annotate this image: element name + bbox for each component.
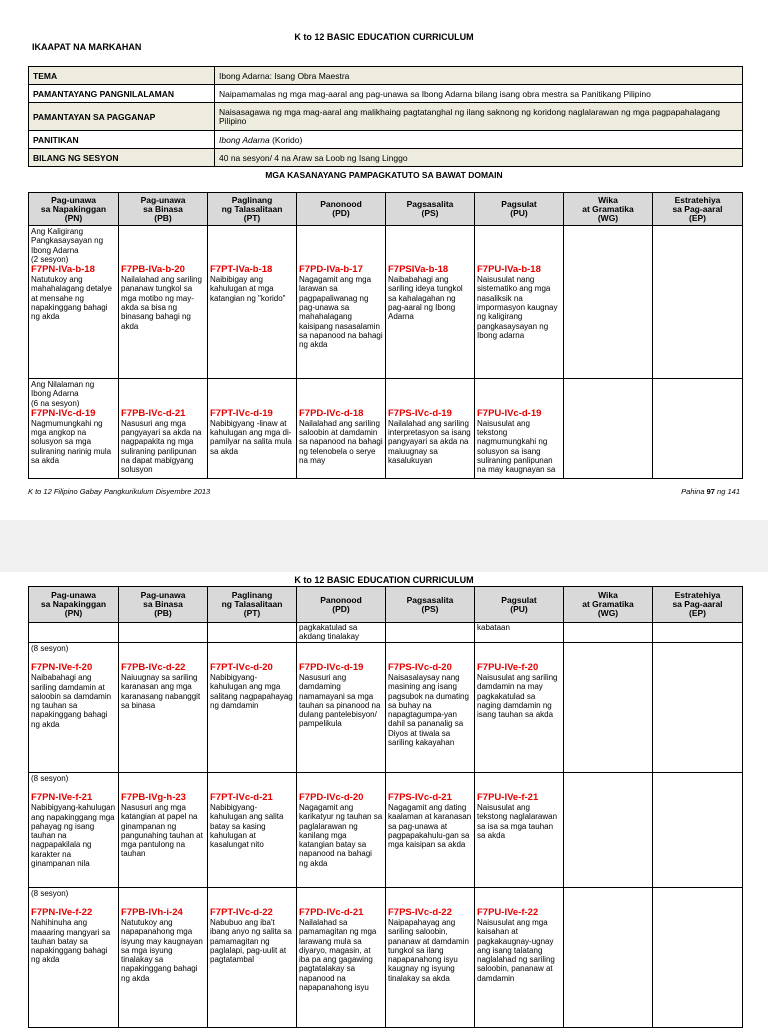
continuation-cell	[119, 623, 208, 643]
competency-table-page-98	[28, 586, 743, 1028]
competency-code: F7PU-IVe-f-22	[477, 907, 539, 918]
domain-header: Wika at Gramatika (WG)	[564, 587, 653, 623]
competency-text: Nailalahad ang sariling saloobin at damdamin sa napanood na bahagi ng telenobela o serye na may	[299, 418, 383, 466]
competency-cell	[475, 226, 564, 379]
domain-header: Pag-unawa sa Binasa (PB)	[119, 587, 208, 623]
competency-code: F7PB-IVa-b-20	[121, 264, 185, 276]
domain-header: Estratehiya sa Pag-aaral (EP)	[653, 587, 743, 623]
competency-cell	[653, 379, 743, 479]
competency-cell	[29, 643, 119, 773]
competency-cell	[119, 773, 208, 888]
competency-cell	[475, 773, 564, 888]
lesson-topic: (8 sesyon)	[31, 774, 69, 783]
competency-cell	[208, 643, 297, 773]
competency-cell	[208, 379, 297, 479]
lesson-topic: (8 sesyon)	[31, 644, 69, 653]
competency-cell	[386, 379, 475, 479]
competency-text: Naibabahagi ang sariling damdamin at saloobin sa damdamin ng tauhan sa napakinggang bahagi ng akda	[31, 673, 112, 729]
competency-text: Nabubuo ang iba't ibang anyo ng salita sa pamamagitan ng paglalapi, pag-uulit at pagtatambal	[210, 918, 292, 965]
standards-row	[29, 85, 743, 103]
standards-row	[29, 131, 743, 149]
competency-row	[29, 888, 743, 1028]
competency-text: Naisusulat ang tekstong nagmumungkahi ng solusyon sa isang suliraning panlipunan na may kaugnayan sa	[477, 418, 556, 475]
competency-code: F7PB-IVc-d-22	[121, 662, 186, 673]
competency-cell	[653, 773, 743, 888]
competency-cell	[564, 773, 653, 888]
competency-cell	[297, 773, 386, 888]
lesson-topic: Ang Nilalaman ng Ibong Adarna (6 na sesyon)	[31, 380, 95, 408]
competency-text: Naisusulat nang sistematiko ang mga nasaliksik na impormasyon kaugnay ng kaligirang pangkasaysayan ng Ibong adarna	[477, 275, 558, 340]
domain-header: Estratehiya sa Pag-aaral (EP)	[653, 193, 743, 226]
competency-text: Nasusuri ang damdaming namamayani sa mga tauhan sa pinanood na dulang pantelebisyon/ pampelikula	[299, 673, 381, 729]
competency-text: Natutukoy ang napapanahong mga isyung may kaugnayan sa mga isyung tinalakay sa napakinggang bahagi ng akda	[121, 918, 203, 983]
competency-code: F7PSIVa-b-18	[388, 264, 449, 276]
competency-text: Nagagamit ang dating kaalaman at karanasan sa pag-unawa at pagpapakahulu-gan sa mga kaisipan sa akda	[388, 803, 472, 850]
domain-header: Wika at Gramatika (WG)	[564, 193, 653, 226]
footer-page-of: ng 141	[717, 487, 740, 496]
quarter-label: IKAAPAT NA MARKAHAN	[32, 42, 142, 52]
competency-cell	[653, 643, 743, 773]
footer-page-num: 97	[706, 487, 715, 496]
competency-code: F7PS-IVc-d-21	[388, 792, 452, 803]
competency-code: F7PS-IVc-d-20	[388, 662, 452, 673]
competency-cell	[119, 379, 208, 479]
competency-cell	[29, 773, 119, 888]
competency-cell	[653, 888, 743, 1028]
domain-header: Pagsulat (PU)	[475, 193, 564, 226]
competency-code: F7PD-IVc-d-20	[299, 792, 364, 803]
competency-cell	[297, 888, 386, 1028]
continuation-cell: kabataan	[475, 623, 564, 643]
competency-text: Naisusulat ang tekstong naglalarawan sa isa sa mga tauhan sa akda	[477, 803, 558, 840]
standards-label: PAMANTAYAN SA PAGGANAP	[29, 103, 215, 131]
domain-header: Pagsasalita (PS)	[386, 587, 475, 623]
competency-cell	[653, 226, 743, 379]
competency-text: Nagagamit ang mga larawan sa pagpapaliwanag ng pag-unawa sa mahahalagang kaisipang nasasalamin sa napanood na bahagi ng akda	[299, 275, 383, 350]
competency-code: F7PU-IVe-f-21	[477, 792, 539, 803]
standards-value: Ibong Adarna (Korido)	[215, 131, 743, 149]
competency-code: F7PD-IVc-d-18	[299, 407, 364, 419]
competency-cell	[564, 226, 653, 379]
continuation-row	[29, 623, 743, 643]
competency-code: F7PD-IVc-d-21	[299, 907, 364, 918]
competency-code: F7PT-IVa-b-18	[210, 264, 273, 276]
competency-cell	[297, 226, 386, 379]
competency-row	[29, 773, 743, 888]
standards-value-italic: Ibong Adarna	[219, 134, 270, 145]
competency-cell	[386, 226, 475, 379]
competency-code: F7PU-IVe-f-20	[477, 662, 539, 673]
standards-label: PAMANTAYANG PANGNILALAMAN	[29, 85, 215, 103]
continuation-cell	[386, 623, 475, 643]
competency-text: Naisasalaysay nang masining ang isang pagsubok na dumating sa buhay na napagtagumpa-yan dahil sa pananalig sa Diyos at tiwala sa sariling kakayahan	[388, 673, 469, 748]
competency-code: F7PU-IVa-b-18	[477, 264, 541, 276]
domain-header: Pagsasalita (PS)	[386, 193, 475, 226]
competency-code: F7PS-IVc-d-19	[388, 407, 452, 419]
competency-text: Naiuugnay sa sariling karanasan ang mga karanasang nabanggit sa binasa	[121, 673, 201, 710]
competency-cell	[386, 888, 475, 1028]
competency-cell	[29, 888, 119, 1028]
curriculum-page-98	[0, 572, 768, 1024]
domain-header: Pagsulat (PU)	[475, 587, 564, 623]
competency-cell	[208, 888, 297, 1028]
competency-cell	[208, 773, 297, 888]
domain-header: Panonood (PD)	[297, 587, 386, 623]
competency-text: Nagmumungkahi ng mga angkop na solusyon sa mga suliraning narinig mula sa akda	[31, 418, 112, 466]
standards-table	[28, 66, 743, 167]
competency-cell	[297, 379, 386, 479]
standards-row	[29, 149, 743, 167]
footer-page-number	[600, 487, 740, 496]
competency-code: F7PS-IVc-d-22	[388, 907, 452, 918]
standards-value: 40 na sesyon/ 4 na Araw sa Loob ng Isang Linggo	[215, 149, 743, 167]
document-title: K to 12 BASIC EDUCATION CURRICULUM	[294, 575, 474, 585]
competency-code: F7PT-IVc-d-19	[210, 407, 273, 419]
lesson-topic: (8 sesyon)	[31, 889, 69, 898]
standards-value: Naipamamalas ng mga mag-aaral ang pag-unawa sa Ibong Adarna bilang isang obra mestra sa Panitikang Pilipino	[215, 85, 743, 103]
competency-text: Nailalahad sa pamamagitan ng mga larawang mula sa diyaryo, magasin, at iba pa ang gagawing pagtatalakay sa napanood na napapanahong isyu	[299, 918, 377, 993]
standards-label: PANITIKAN	[29, 131, 215, 149]
competency-text: Natutukoy ang mahahalagang detalye at mensahe ng napakinggang bahagi ng akda	[31, 275, 112, 322]
competency-text: Naipapahayag ang sariling saloobin, pananaw at damdamin tungkol sa ilang napapanahong isyu kaugnay ng isyung tinalakay sa akda	[388, 918, 469, 983]
competency-cell	[208, 226, 297, 379]
competency-code: F7PD-IVa-b-17	[299, 264, 363, 276]
competency-code: F7PT-IVc-d-21	[210, 792, 273, 803]
competency-code: F7PB-IVc-d-21	[121, 407, 186, 419]
footer-guide-title: K to 12 Filipino Gabay Pangkurikulum Disyembre 2013	[28, 487, 211, 496]
continuation-cell	[29, 623, 119, 643]
competency-code: F7PN-IVe-f-21	[31, 792, 93, 804]
competency-text: Nailalahad ang sariling pananaw tungkol sa mga motibo ng may-akda sa bisa ng binasang bahagi ng akda	[121, 275, 202, 331]
competency-text: Naisusulat ang mga kaisahan at pagkakaugnay-ugnay ang isang talatang naglalahad ng sariling saloobin, pananaw at damdamin	[477, 918, 555, 983]
competency-cell	[29, 379, 119, 479]
competency-text: Nabibigyang-kahulugan ang napakinggang mga pahayag ng isang tauhan na nagpapakilala ng karakter na ginampanan nila	[31, 803, 116, 869]
continuation-cell: pagkakatulad sa akdang tinalakay	[297, 623, 386, 643]
standards-value: Naisasagawa ng mga mag-aaral ang malikhaing pagtatanghal ng ilang saknong ng koridong naglalarawan ng mga pagpapahalagang Pilipino	[215, 103, 743, 131]
competency-cell	[564, 643, 653, 773]
competency-code: F7PU-IVc-d-19	[477, 407, 542, 419]
competency-cell	[119, 226, 208, 379]
competency-code: F7PN-IVe-f-20	[31, 662, 93, 674]
competency-code: F7PN-IVa-b-18	[31, 264, 95, 276]
competency-cell	[119, 888, 208, 1028]
page-gap	[0, 520, 768, 572]
competency-cell	[564, 379, 653, 479]
continuation-cell	[653, 623, 743, 643]
competency-table-page-97	[28, 192, 743, 479]
lesson-topic: Ang Kaligirang Pangkasaysayan ng Ibong Adarna (2 sesyon)	[31, 227, 104, 264]
competency-text: Nailalahad ang sariling interpretasyon sa isang pangyayari sa akda na maiuugnay sa kasalukuyan	[388, 418, 471, 466]
competency-text: Naibabahagi ang sariling ideya tungkol sa kahalagahan ng pag-aaral ng Ibong Adarna	[388, 275, 463, 322]
footer-page-word: Pahina	[681, 487, 705, 496]
competency-code: F7PN-IVc-d-19	[31, 407, 96, 419]
continuation-cell	[564, 623, 653, 643]
document-title: K to 12 BASIC EDUCATION CURRICULUM	[294, 32, 474, 42]
competency-text: Nasusuri ang mga pangyayari sa akda na nagpapakita ng mga suliraning panlipunan na dapat mabigyang solusyon	[121, 418, 202, 475]
standards-value: Ibong Adarna: Isang Obra Maestra	[215, 67, 743, 85]
competency-cell	[475, 379, 564, 479]
competency-cell	[29, 226, 119, 379]
competency-cell	[119, 643, 208, 773]
competency-code: F7PT-IVc-d-20	[210, 662, 273, 673]
competency-code: F7PT-IVc-d-22	[210, 907, 273, 918]
competency-cell	[386, 643, 475, 773]
competency-cell	[475, 888, 564, 1028]
standards-row	[29, 67, 743, 85]
domain-header: Panonood (PD)	[297, 193, 386, 226]
competency-cell	[386, 773, 475, 888]
domain-header: Pag-unawa sa Binasa (PB)	[119, 193, 208, 226]
competency-code: F7PD-IVc-d-19	[299, 662, 364, 673]
competency-text: Nabibigyang-kahulugan ang salita batay sa kasing kahulugan at kasalungat nito	[210, 803, 284, 850]
competency-row	[29, 643, 743, 773]
domain-header: Pag-unawa sa Napakinggan (PN)	[29, 193, 119, 226]
standards-label: TEMA	[29, 67, 215, 85]
competency-cell	[297, 643, 386, 773]
competency-text: Naisusulat ang sariling damdamin na may pagkakatulad sa naging damdamin ng isang tauhan sa akda	[477, 673, 558, 720]
domain-header: Paglinang ng Talasalitaan (PT)	[208, 193, 297, 226]
competency-text: Nahihinuha ang maaaring mangyari sa tauhan batay sa napakinggang bahagi ng akda	[31, 918, 111, 965]
domain-header: Pag-unawa sa Napakinggan (PN)	[29, 587, 119, 623]
competency-cell	[564, 888, 653, 1028]
competency-text: Nabibigyang -linaw at kahulugan ang mga di-pamilyar na salita mula sa akda	[210, 418, 292, 456]
competency-code: F7PB-IVh-i-24	[121, 907, 183, 918]
competency-text: Nabibigyang-kahulugan ang mga salitang nagpapahayag ng damdamin	[210, 673, 293, 710]
domain-title: MGA KASANAYANG PAMPAGKATUTO SA BAWAT DOMAIN	[265, 170, 503, 180]
competency-code: F7PN-IVe-f-22	[31, 907, 93, 919]
competency-text: Nasusuri ang mga katangian at papel na ginampanan ng pangunahing tauhan at mga pantulong na tauhan	[121, 803, 203, 859]
competency-text: Nagagamit ang karikatyur ng tauhan sa paglalarawan ng kanilang mga katangian batay sa napanood na bahagi ng akda	[299, 803, 383, 868]
competency-cell	[475, 643, 564, 773]
standards-row	[29, 103, 743, 131]
competency-row	[29, 226, 743, 379]
competency-text: Naibibigay ang kahulugan at mga katangian ng "korido"	[210, 275, 286, 303]
continuation-cell	[208, 623, 297, 643]
competency-code: F7PB-IVg-h-23	[121, 792, 186, 803]
domain-header: Paglinang ng Talasalitaan (PT)	[208, 587, 297, 623]
standards-label: BILANG NG SESYON	[29, 149, 215, 167]
competency-row	[29, 379, 743, 479]
